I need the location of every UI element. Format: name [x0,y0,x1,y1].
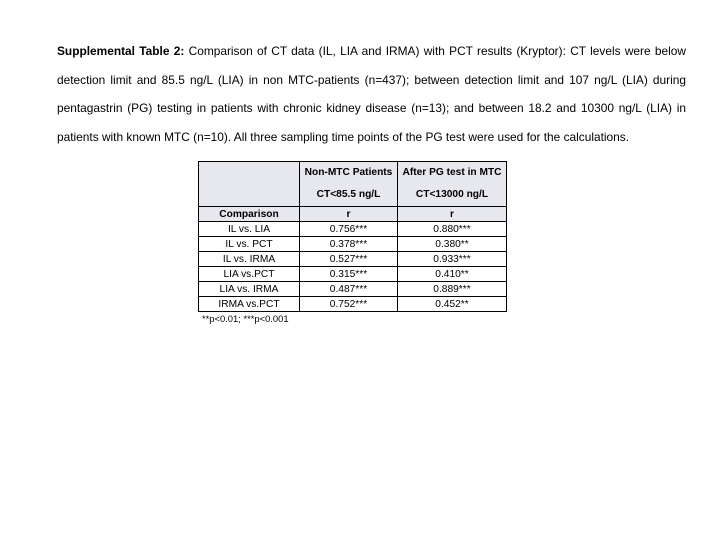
table-row [199,297,507,312]
significance-footnote: **p<0.01; ***p<0.001 [202,313,289,324]
header-after-pg-range: CT<13000 ng/L [415,189,489,200]
results-table [198,161,507,312]
after-pg-r-cell: 0.380** [398,237,507,252]
after-pg-r-cell: 0.452** [398,297,507,312]
after-pg-r-cell: 0.889*** [398,282,507,297]
comparison-cell: IL vs. LIA [199,222,300,237]
table-row [199,282,507,297]
comparison-cell: LIA vs. IRMA [199,282,300,297]
table-row [199,267,507,282]
caption-text: Comparison of CT data (IL, LIA and IRMA) with PCT results (Kryptor): CT levels were below detection limit and 85.5 ng/L (LIA) in non MTC-patients (n=437); between detection limit and 107 ng/L (LIA) during pentagastrin (PG) testing in patients with chronic kidney disease (n=13); and between 18.2 and 10300 ng/L (LIA) in patients with known MTC (n=10). All three sampling time points of the PG test were used for the calculations. [57,43,686,144]
header-after-pg-title: After PG test in MTC [402,167,502,178]
header-non-mtc [300,162,398,207]
table-row [199,222,507,237]
non-mtc-r-cell: 0.315*** [300,267,398,282]
header-after-pg [398,162,507,207]
non-mtc-r-cell: 0.378*** [300,237,398,252]
comparison-cell: IRMA vs.PCT [199,297,300,312]
after-pg-r-cell: 0.933*** [398,252,507,267]
table-caption [57,37,686,152]
subheader-r-non-mtc: r [300,207,398,222]
non-mtc-r-cell: 0.527*** [300,252,398,267]
table-row [199,237,507,252]
header-empty-cell [199,162,300,207]
table-header-row [199,162,507,207]
comparison-cell: IL vs. IRMA [199,252,300,267]
table-row [199,252,507,267]
table-subheader-row [199,207,507,222]
comparison-cell: LIA vs.PCT [199,267,300,282]
non-mtc-r-cell: 0.756*** [300,222,398,237]
non-mtc-r-cell: 0.487*** [300,282,398,297]
comparison-cell: IL vs. PCT [199,237,300,252]
caption-label: Supplemental Table 2: [57,43,185,58]
subheader-r-after-pg: r [398,207,507,222]
after-pg-r-cell: 0.410** [398,267,507,282]
non-mtc-r-cell: 0.752*** [300,297,398,312]
subheader-comparison: Comparison [199,207,300,222]
header-non-mtc-range: CT<85.5 ng/L [316,189,381,200]
after-pg-r-cell: 0.880*** [398,222,507,237]
header-non-mtc-title: Non-MTC Patients [304,167,393,178]
